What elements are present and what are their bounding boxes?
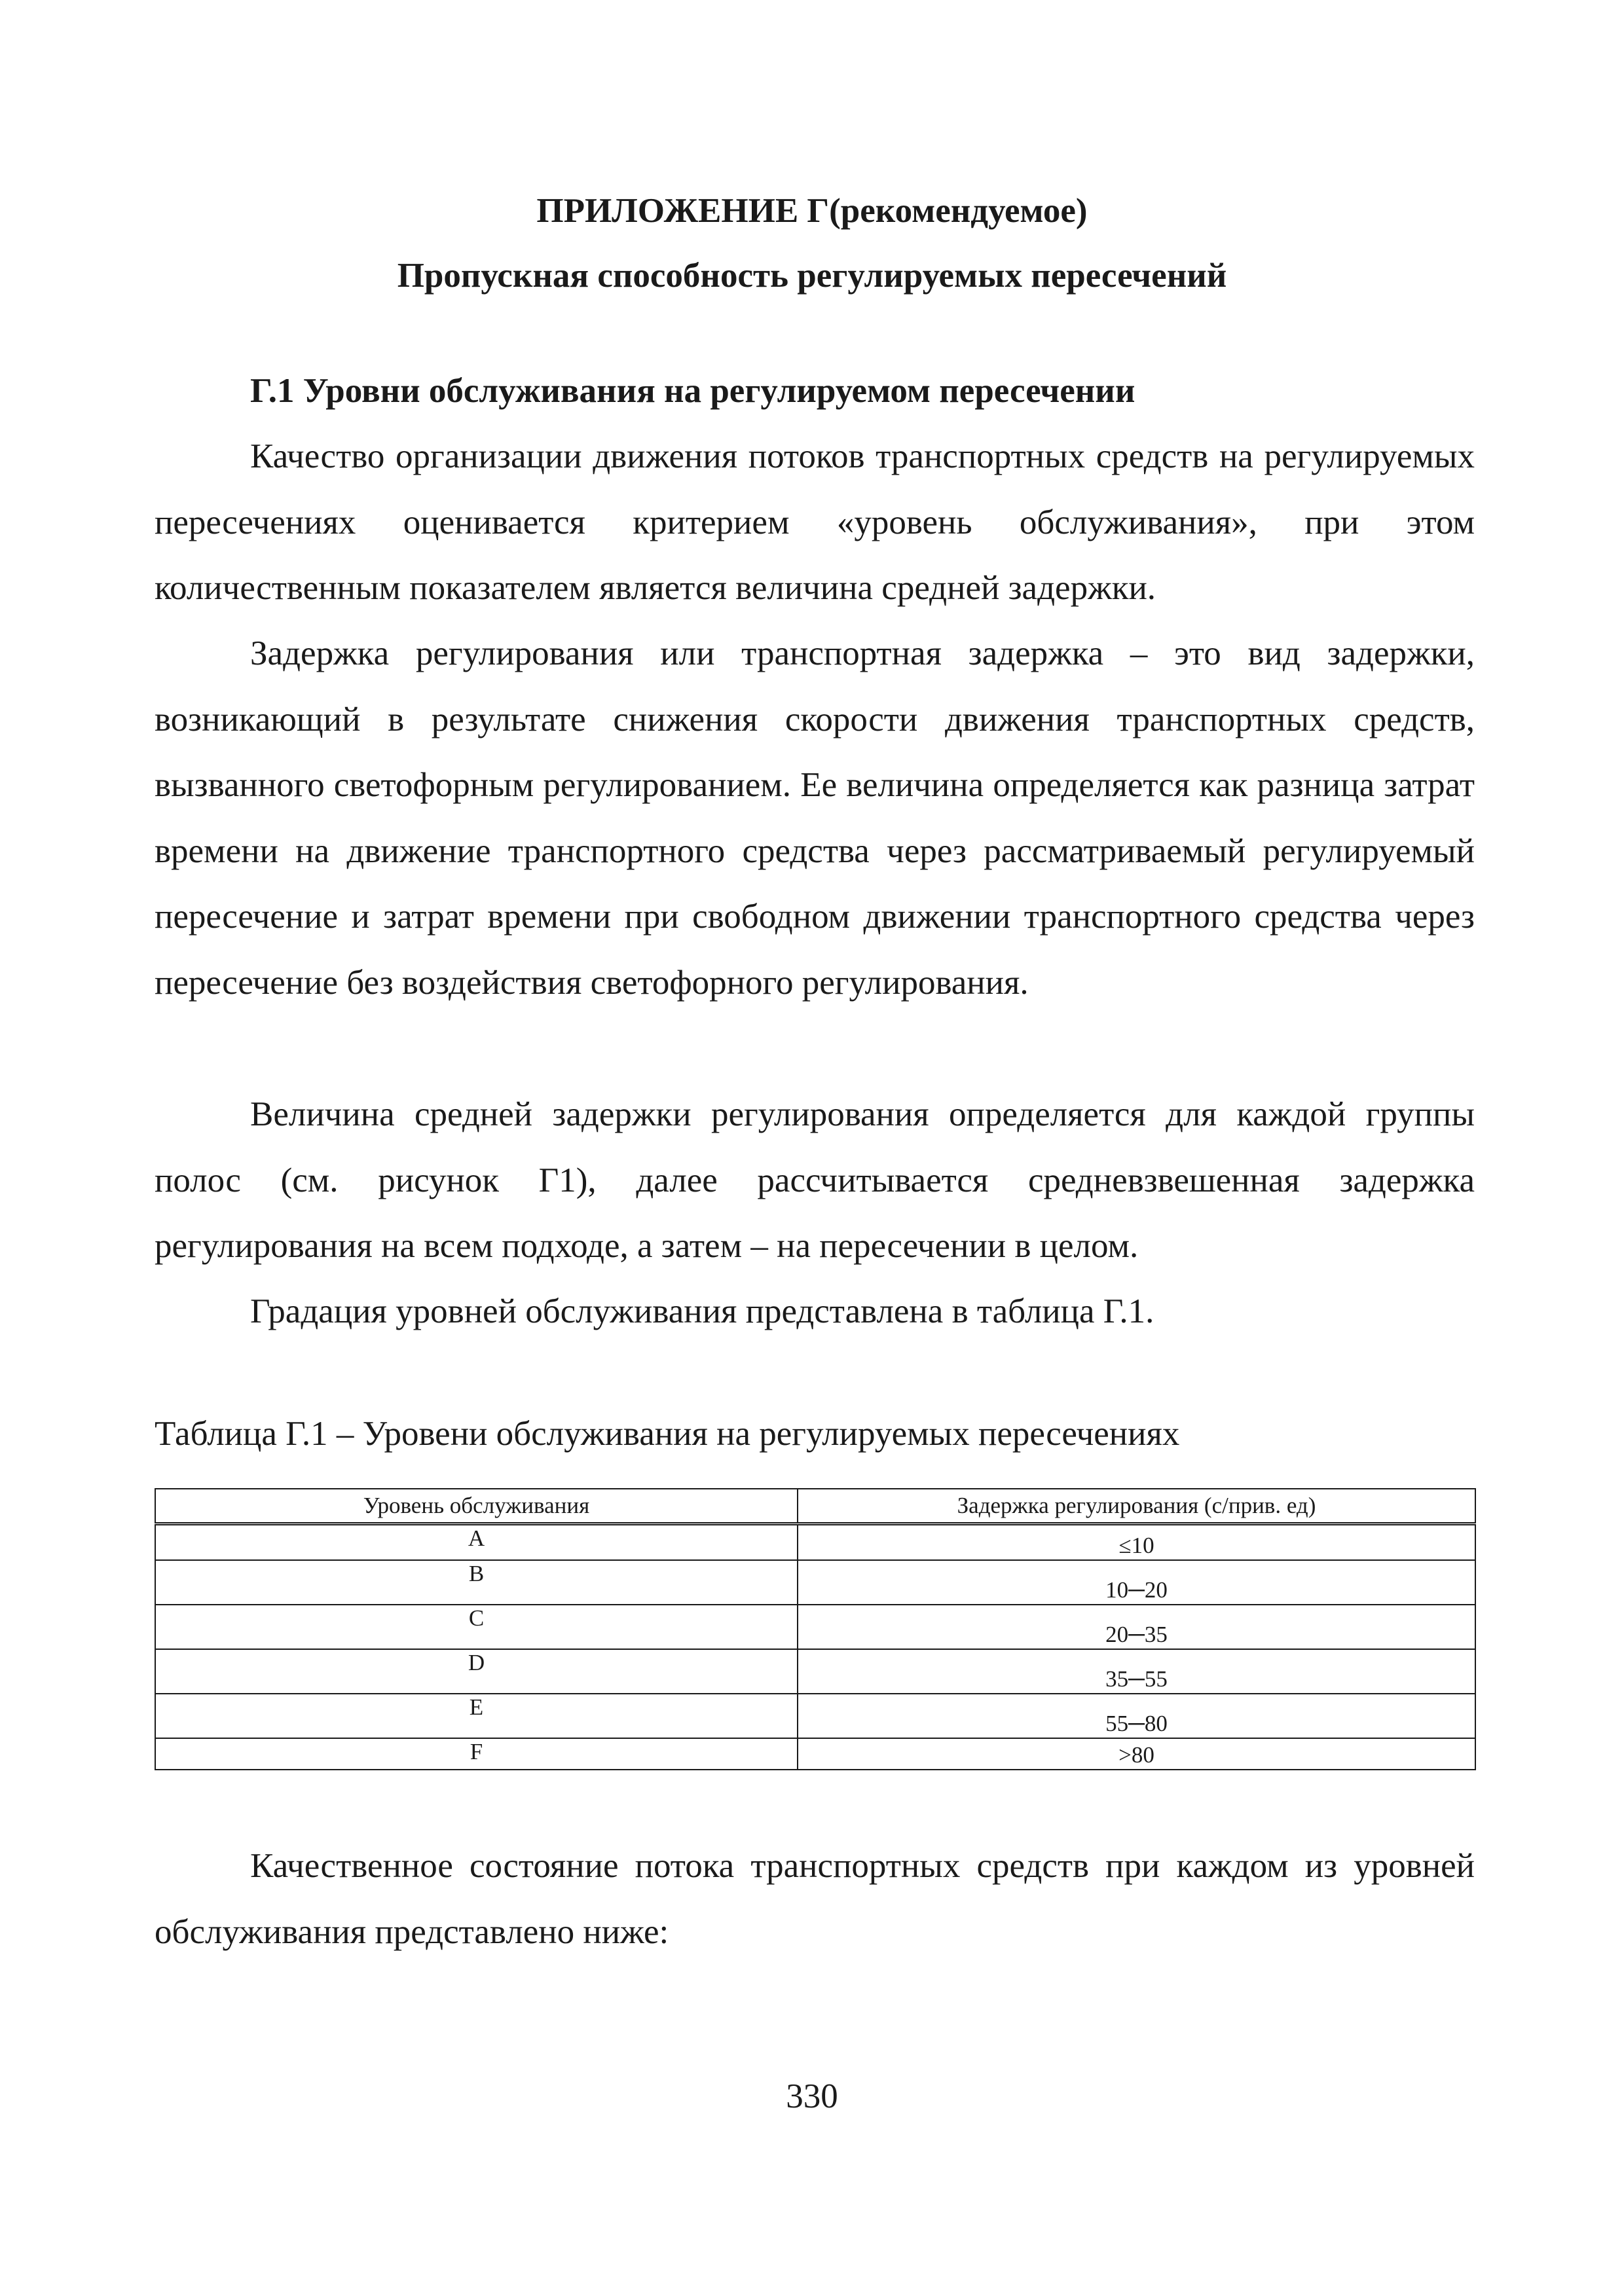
cell-delay: 10─20 — [798, 1560, 1475, 1605]
cell-level: C — [155, 1605, 798, 1649]
table-caption: Таблица Г.1 – Уровени обслуживания на регулируемых пересечениях — [155, 1415, 1180, 1453]
appendix-subtitle: Пропускная способность регулируемых пересечений — [397, 257, 1227, 295]
cell-delay: 35─55 — [798, 1649, 1475, 1694]
service-levels-table — [155, 1488, 1476, 1770]
header-control-delay: Задержка регулирования (с/прив. ед) — [798, 1489, 1475, 1524]
table-row — [155, 1605, 1475, 1649]
cell-level: F — [155, 1738, 798, 1770]
table-row — [155, 1560, 1475, 1605]
cell-level: D — [155, 1649, 798, 1694]
paragraph-1: Качество организации движения потоков транспортных средств на регулируемых пересечениях оценивается критерием «уровень обслуживания», при этом количественным показателем является величина средней задержки. — [155, 437, 1475, 607]
cell-delay: 55─80 — [798, 1694, 1475, 1738]
cell-delay: ≤10 — [798, 1524, 1475, 1561]
paragraph-after-table: Качественное состояние потока транспортных средств при каждом из уровней обслуживания представлено ниже: — [155, 1847, 1475, 1951]
cell-level: B — [155, 1560, 798, 1605]
table-header-row — [155, 1489, 1475, 1524]
paragraph-4: Градация уровней обслуживания представлена в таблица Г.1. — [250, 1292, 1154, 1330]
page-number: 330 — [786, 2077, 838, 2115]
paragraph-3: Величина средней задержки регулирования определяется для каждой группы полос (см. рисунок Г1), далее рассчитывается средневзвешенная задержка регулирования на всем подходе, а затем – на пересечении в целом. — [155, 1095, 1475, 1265]
appendix-title: ПРИЛОЖЕНИЕ Г(рекомендуемое) — [536, 192, 1088, 230]
section-title: Г.1 Уровни обслуживания на регулируемом пересечении — [250, 372, 1135, 410]
cell-delay: >80 — [798, 1738, 1475, 1770]
cell-level: E — [155, 1694, 798, 1738]
table-row — [155, 1694, 1475, 1738]
header-service-level: Уровень обслуживания — [155, 1489, 798, 1524]
table-row — [155, 1649, 1475, 1694]
table-row — [155, 1524, 1475, 1561]
cell-delay: 20─35 — [798, 1605, 1475, 1649]
paragraph-2: Задержка регулирования или транспортная задержка – это вид задержки, возникающий в результате снижения скорости движения транспортных средств, вызванного светофорным регулированием. Ее величина определяется как разница затрат времени на движение транспортного средства через рассматриваемый регулируемый пересечение и затрат времени при свободном движении транспортного средства через пересечение без воздействия светофорного регулирования. — [155, 634, 1475, 1002]
table-row — [155, 1738, 1475, 1770]
cell-level: A — [155, 1524, 798, 1561]
